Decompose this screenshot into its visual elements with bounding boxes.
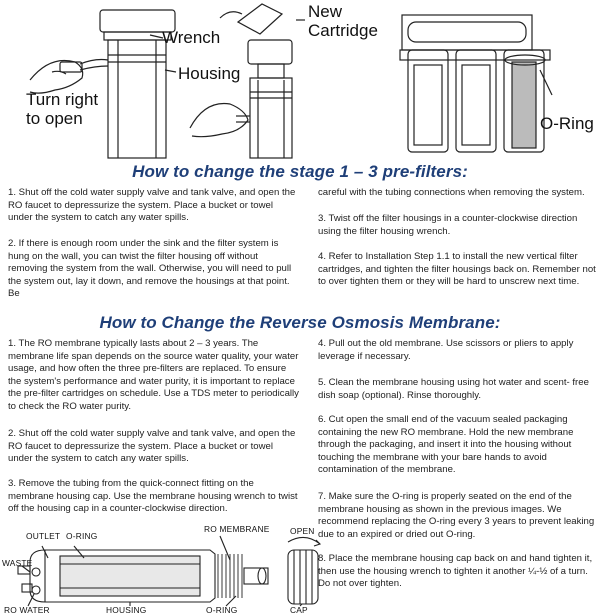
- pre-filter-heading: How to change the stage 1 – 3 pre-filters:: [132, 162, 468, 181]
- prefilter-step-2-cont: careful with the tubing connections when removing the system.: [318, 187, 585, 198]
- membrane-step-5: 5. Clean the membrane housing using hot water and scent- free dish soap (optional). Rinse thoroughly.: [318, 377, 589, 401]
- open-label: OPEN: [290, 526, 315, 536]
- filter-change-illustration: [0, 0, 600, 160]
- membrane-heading: How to Change the Reverse Osmosis Membrane:: [99, 313, 501, 332]
- ro-water-label: RO WATER: [4, 605, 50, 615]
- outlet-label: OUTLET: [26, 531, 61, 541]
- housing-label: Housing: [178, 64, 241, 83]
- prefilter-step-4: 4. Refer to Installation Step 1.1 to install the new vertical filter cartridges, and tighten the filter housings back on. Remember not to over tighten them or they will be hard to unscrew next time.: [318, 251, 596, 288]
- membrane-step-7: 7. Make sure the O-ring is properly seated on the end of the membrane housing as shown in the previous images. We recommend replacing the O-ring every 3 years to prevent leaking due to an expired or dried out O-ring.: [318, 491, 595, 540]
- membrane-step-1: 1. The RO membrane typically lasts about 2 – 3 years. The membrane life span depends on the source water quality, your water usage, and how often the three pre-filters are replaced. To ensure the system's performance and water purity, it is important to replace the pre-filter cartridges on schedule. Use a TDS meter to periodically to check the RO water purity.: [8, 338, 299, 412]
- ro-membrane-label: RO MEMBRANE: [204, 524, 270, 534]
- wrench-label: Wrench: [162, 28, 221, 47]
- membrane-step-6: 6. Cut open the small end of the vacuum sealed packaging containing the new RO membrane. Hold the new membrane through the packaging, and insert it into the housing without touching the membrane with your bare hands to avoid contamination of the membrane.: [318, 414, 574, 476]
- housing-with-wrench-drawing: [30, 10, 176, 158]
- turn-right-label: Turn right to open: [26, 90, 99, 128]
- membrane-step-4: 4. Pull out the old membrane. Use scissors or pliers to apply leverage if necessary.: [318, 338, 574, 362]
- housing-bottom-label: HOUSING: [106, 605, 147, 615]
- new-cartridge-label: New Cartridge: [308, 2, 378, 40]
- membrane-step-8: 8. Place the membrane housing cap back on and hand tighten it, then use the housing wrench to tighten it another ¼-½ of a turn. Do not over tighten.: [318, 553, 593, 590]
- membrane-step-3: 3. Remove the tubing from the quick-connect fitting on the membrane housing cap. Use the membrane housing wrench to twist off the housing cap in a counter-clockwise direction.: [8, 478, 298, 515]
- prefilter-step-3: 3. Twist off the filter housings in a counter-clockwise direction using the filter housing wrench.: [318, 213, 578, 237]
- ro-system-drawing: [400, 15, 552, 152]
- cap-label: CAP: [290, 605, 308, 615]
- o-ring-top-label: O-RING: [66, 531, 98, 541]
- o-ring-label: O-Ring: [540, 114, 594, 133]
- waste-label: WASTE: [2, 558, 33, 568]
- o-ring-bottom-label: O-RING: [206, 605, 238, 615]
- membrane-step-2: 2. Shut off the cold water supply valve and tank valve, and open the RO faucet to depressurize the system. Place a bucket or towel under the system to catch any water spills.: [8, 428, 296, 465]
- prefilter-step-2: 2. If there is enough room under the sink and the filter system is hung on the wall, you can twist the filter housing off without removing the system from the wall. Otherwise, you will need to pull the system out, lay it down, and remove the housings at that point. Be: [8, 238, 292, 300]
- prefilter-step-1: 1. Shut off the cold water supply valve and tank valve, and open the RO faucet to depressurize the system. Place a bucket or towel under the system to catch any water spills.: [8, 187, 296, 224]
